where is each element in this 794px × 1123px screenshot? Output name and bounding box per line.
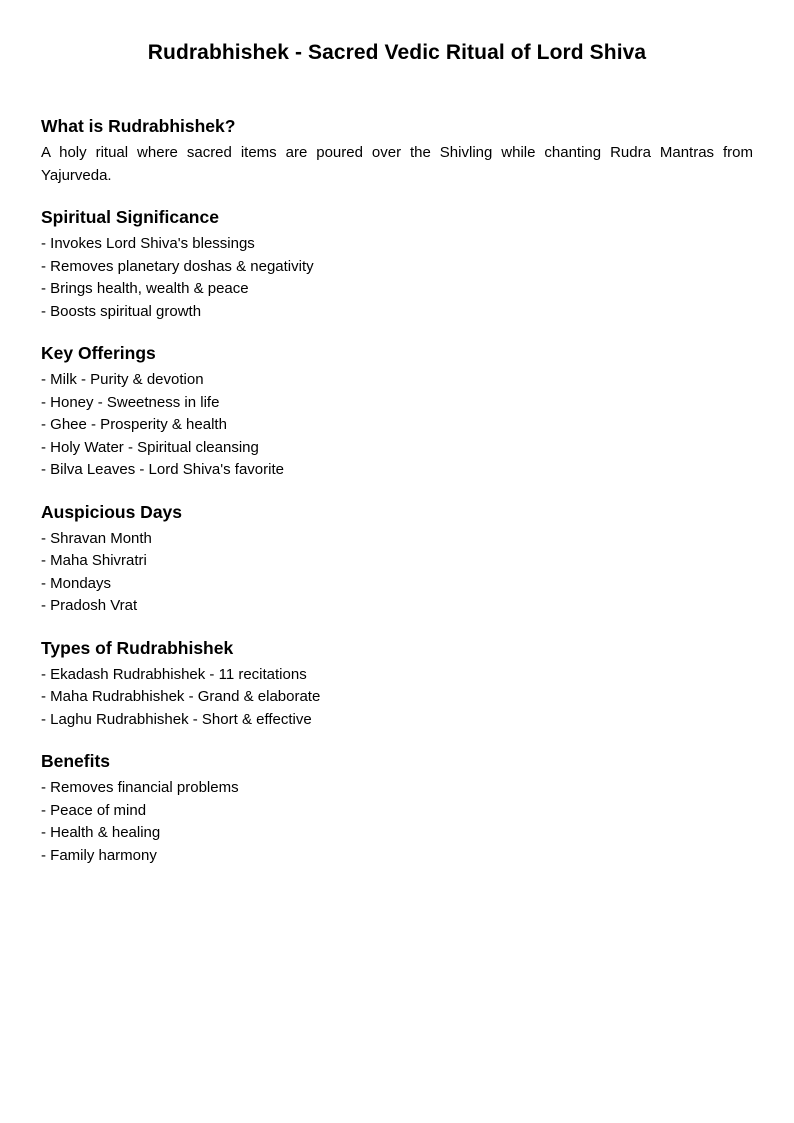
- list-item: - Bilva Leaves - Lord Shiva's favorite: [41, 461, 284, 478]
- section-heading: Spiritual Significance: [41, 207, 219, 227]
- list-item: - Peace of mind: [41, 801, 147, 819]
- list-item: - Ekadash Rudrabhishek - 11 recitations: [41, 665, 307, 683]
- list-item: - Removes planetary doshas & negativity: [41, 257, 314, 275]
- list-item: - Maha Shivratri: [41, 552, 147, 569]
- list-item: - Milk - Purity & devotion: [41, 371, 204, 388]
- section-heading: Types of Rudrabhishek: [41, 637, 234, 658]
- list-item: - Honey - Sweetness in life: [41, 393, 220, 411]
- list-item: - Maha Rudrabhishek - Grand & elaborate: [41, 688, 321, 705]
- list-item: - Removes financial problems: [41, 779, 239, 796]
- item-list: [41, 777, 753, 867]
- section-benefits: [41, 751, 753, 867]
- list-item: - Family harmony: [41, 846, 157, 864]
- section-key-offerings: [41, 343, 753, 482]
- list-item: - Pradosh Vrat: [41, 597, 138, 614]
- list-item: - Shravan Month: [41, 529, 152, 547]
- list-item: - Ghee - Prosperity & health: [41, 416, 227, 433]
- item-list: [41, 528, 753, 618]
- list-item: - Health & healing: [41, 824, 161, 841]
- list-item: - Boosts spiritual growth: [41, 302, 202, 320]
- list-item: - Invokes Lord Shiva's blessings: [41, 235, 255, 252]
- item-list: [41, 664, 753, 732]
- list-item: - Brings health, wealth & peace: [41, 280, 249, 297]
- section-paragraph: A holy ritual where sacred items are poured over the Shivling while chanting Rudra Mantras from Yajurveda.: [41, 144, 753, 184]
- section-auspicious-days: [41, 502, 753, 618]
- section-spiritual-significance: [41, 207, 753, 323]
- list-item: - Laghu Rudrabhishek - Short & effective: [41, 710, 312, 728]
- section-what-is-rudrabhishek: [41, 116, 753, 187]
- section-heading: What is Rudrabhishek?: [41, 116, 236, 136]
- item-list: [41, 369, 753, 482]
- item-list: [41, 233, 753, 323]
- section-heading: Auspicious Days: [41, 501, 183, 522]
- list-item: - Holy Water - Spiritual cleansing: [41, 438, 259, 456]
- section-heading: Key Offerings: [41, 343, 156, 363]
- section-heading: Benefits: [41, 751, 111, 771]
- section-types-of-rudrabhishek: [41, 638, 753, 732]
- list-item: - Mondays: [41, 574, 112, 592]
- document-title: Rudrabhishek - Sacred Vedic Ritual of Lord Shiva: [147, 41, 647, 64]
